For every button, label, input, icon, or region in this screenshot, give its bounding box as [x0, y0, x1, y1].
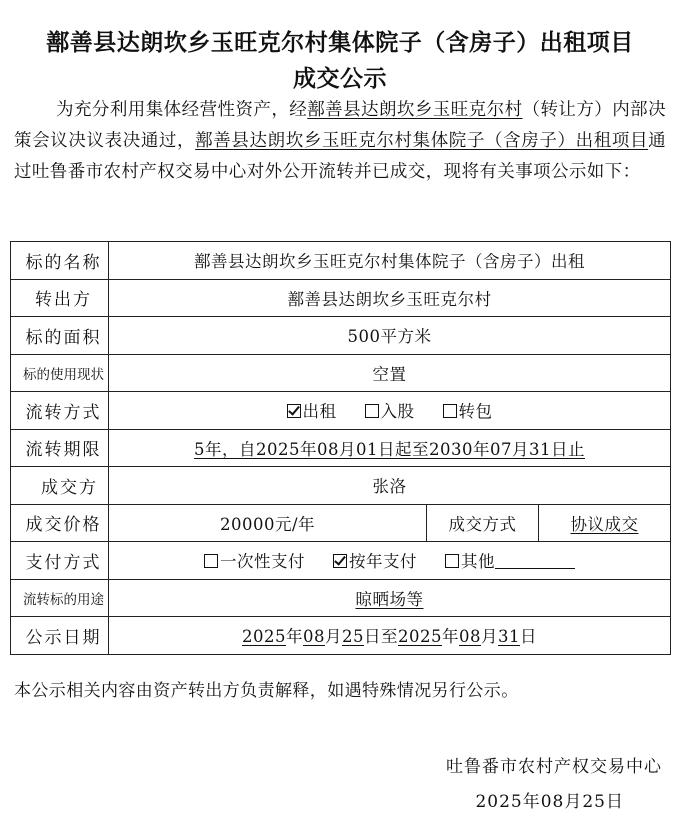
- payment-option-label: 其他: [461, 552, 495, 572]
- payment-option-other[interactable]: [445, 552, 575, 571]
- table-row: [11, 279, 671, 317]
- usage-status-label: 标的使用现状: [11, 354, 109, 392]
- method-option-equity[interactable]: [365, 402, 415, 421]
- usage-status-value: 空置: [109, 354, 671, 392]
- table-row: [11, 504, 671, 542]
- term-value: [109, 429, 671, 467]
- price-value: 20000元/年: [109, 504, 427, 542]
- buyer-value: 张洛: [109, 467, 671, 505]
- unit-day: 日: [520, 627, 537, 647]
- table-row: [11, 429, 671, 467]
- deal-method-text: 协议成交: [570, 514, 639, 534]
- area-label: 标的面积: [11, 317, 109, 355]
- unit-day: 日: [364, 627, 381, 647]
- method-option-label: 入股: [380, 402, 415, 422]
- notice-end-day: 31: [498, 627, 520, 647]
- checkbox-empty-icon: [365, 404, 379, 418]
- unit-month: 月: [481, 627, 498, 647]
- notice-date-label: 公示日期: [11, 617, 109, 655]
- checkbox-checked-icon: [287, 404, 301, 418]
- info-table: [10, 241, 671, 655]
- transferor-label: 转出方: [11, 279, 109, 317]
- intro-paragraph: [14, 95, 666, 188]
- term-label: 流转期限: [11, 429, 109, 467]
- table-row: [11, 542, 671, 580]
- notice-end-year: 2025: [398, 627, 442, 647]
- payment-options: [109, 542, 671, 580]
- usage-text: 晾晒场等: [355, 589, 424, 609]
- payment-option-label: 一次性支付: [220, 552, 305, 572]
- table-row: [11, 579, 671, 617]
- payment-option-yearly[interactable]: [333, 552, 417, 571]
- deal-method-value: [539, 504, 671, 542]
- page-subtitle: 成交公示: [293, 66, 387, 92]
- method-option-label: 转包: [458, 402, 493, 422]
- price-label: 成交价格: [11, 504, 109, 542]
- to-word: 至: [381, 627, 398, 647]
- issue-date: 2025年08月25日: [475, 792, 624, 812]
- checkbox-empty-icon: [445, 554, 459, 568]
- notice-start-year: 2025: [242, 627, 286, 647]
- unit-month: 月: [325, 627, 342, 647]
- table-row: [11, 354, 671, 392]
- notice-start-month: 08: [303, 627, 325, 647]
- notice-start-day: 25: [342, 627, 364, 647]
- transfer-method-label: 流转方式: [11, 392, 109, 430]
- usage-label: 流转标的用途: [11, 579, 109, 617]
- buyer-label: 成交方: [11, 467, 109, 505]
- unit-year: 年: [286, 627, 303, 647]
- checkbox-empty-icon: [204, 554, 218, 568]
- notice-date-value: [109, 617, 671, 655]
- intro-text-3: 通过吐鲁番市农村产权交易中心对外公开流转并已成交，现将有关事项公示如下：: [14, 131, 667, 182]
- transferor-value: 鄯善县达朗坎乡玉旺克尔村: [109, 279, 671, 317]
- table-row: [11, 617, 671, 655]
- payment-option-label: 按年支付: [349, 552, 417, 572]
- issuer-org: 吐鲁番市农村产权交易中心: [446, 757, 662, 777]
- term-text: 5年，自2025年08月01日起至2030年07月31日止: [194, 439, 585, 459]
- page-title: 鄯善县达朗坎乡玉旺克尔村集体院子（含房子）出租项目: [46, 30, 634, 56]
- intro-text-1: 为充分利用集体经营性资产，经: [56, 100, 308, 120]
- area-value: 500平方米: [109, 317, 671, 355]
- other-blank-line[interactable]: [495, 554, 575, 569]
- intro-transferor: 鄯善县达朗坎乡玉旺克尔村: [307, 100, 523, 120]
- unit-year: 年: [442, 627, 459, 647]
- table-row: [11, 317, 671, 355]
- intro-text-2: （转让方）内部决策会议决议表决通过，: [14, 100, 666, 151]
- table-row: [11, 392, 671, 430]
- payment-label: 支付方式: [11, 542, 109, 580]
- table-row: [11, 242, 671, 280]
- method-option-sublease[interactable]: [443, 402, 493, 421]
- subject-name-label: 标的名称: [11, 242, 109, 280]
- payment-option-lump-sum[interactable]: [204, 552, 305, 571]
- method-option-label: 出租: [302, 402, 337, 422]
- checkbox-checked-icon: [333, 554, 347, 568]
- checkbox-empty-icon: [443, 404, 457, 418]
- notice-end-month: 08: [459, 627, 481, 647]
- table-row: [11, 467, 671, 505]
- transfer-method-options: [109, 392, 671, 430]
- deal-method-label: 成交方式: [427, 504, 539, 542]
- intro-project: 鄯善县达朗坎乡玉旺克尔村集体院子（含房子）出租项目: [195, 131, 649, 151]
- usage-value: [109, 579, 671, 617]
- method-option-lease[interactable]: [287, 402, 337, 421]
- subject-name-value: 鄯善县达朗坎乡玉旺克尔村集体院子（含房子）出租: [109, 242, 671, 280]
- footer-note: 本公示相关内容由资产转出方负责解释，如遇特殊情况另行公示。: [14, 681, 519, 701]
